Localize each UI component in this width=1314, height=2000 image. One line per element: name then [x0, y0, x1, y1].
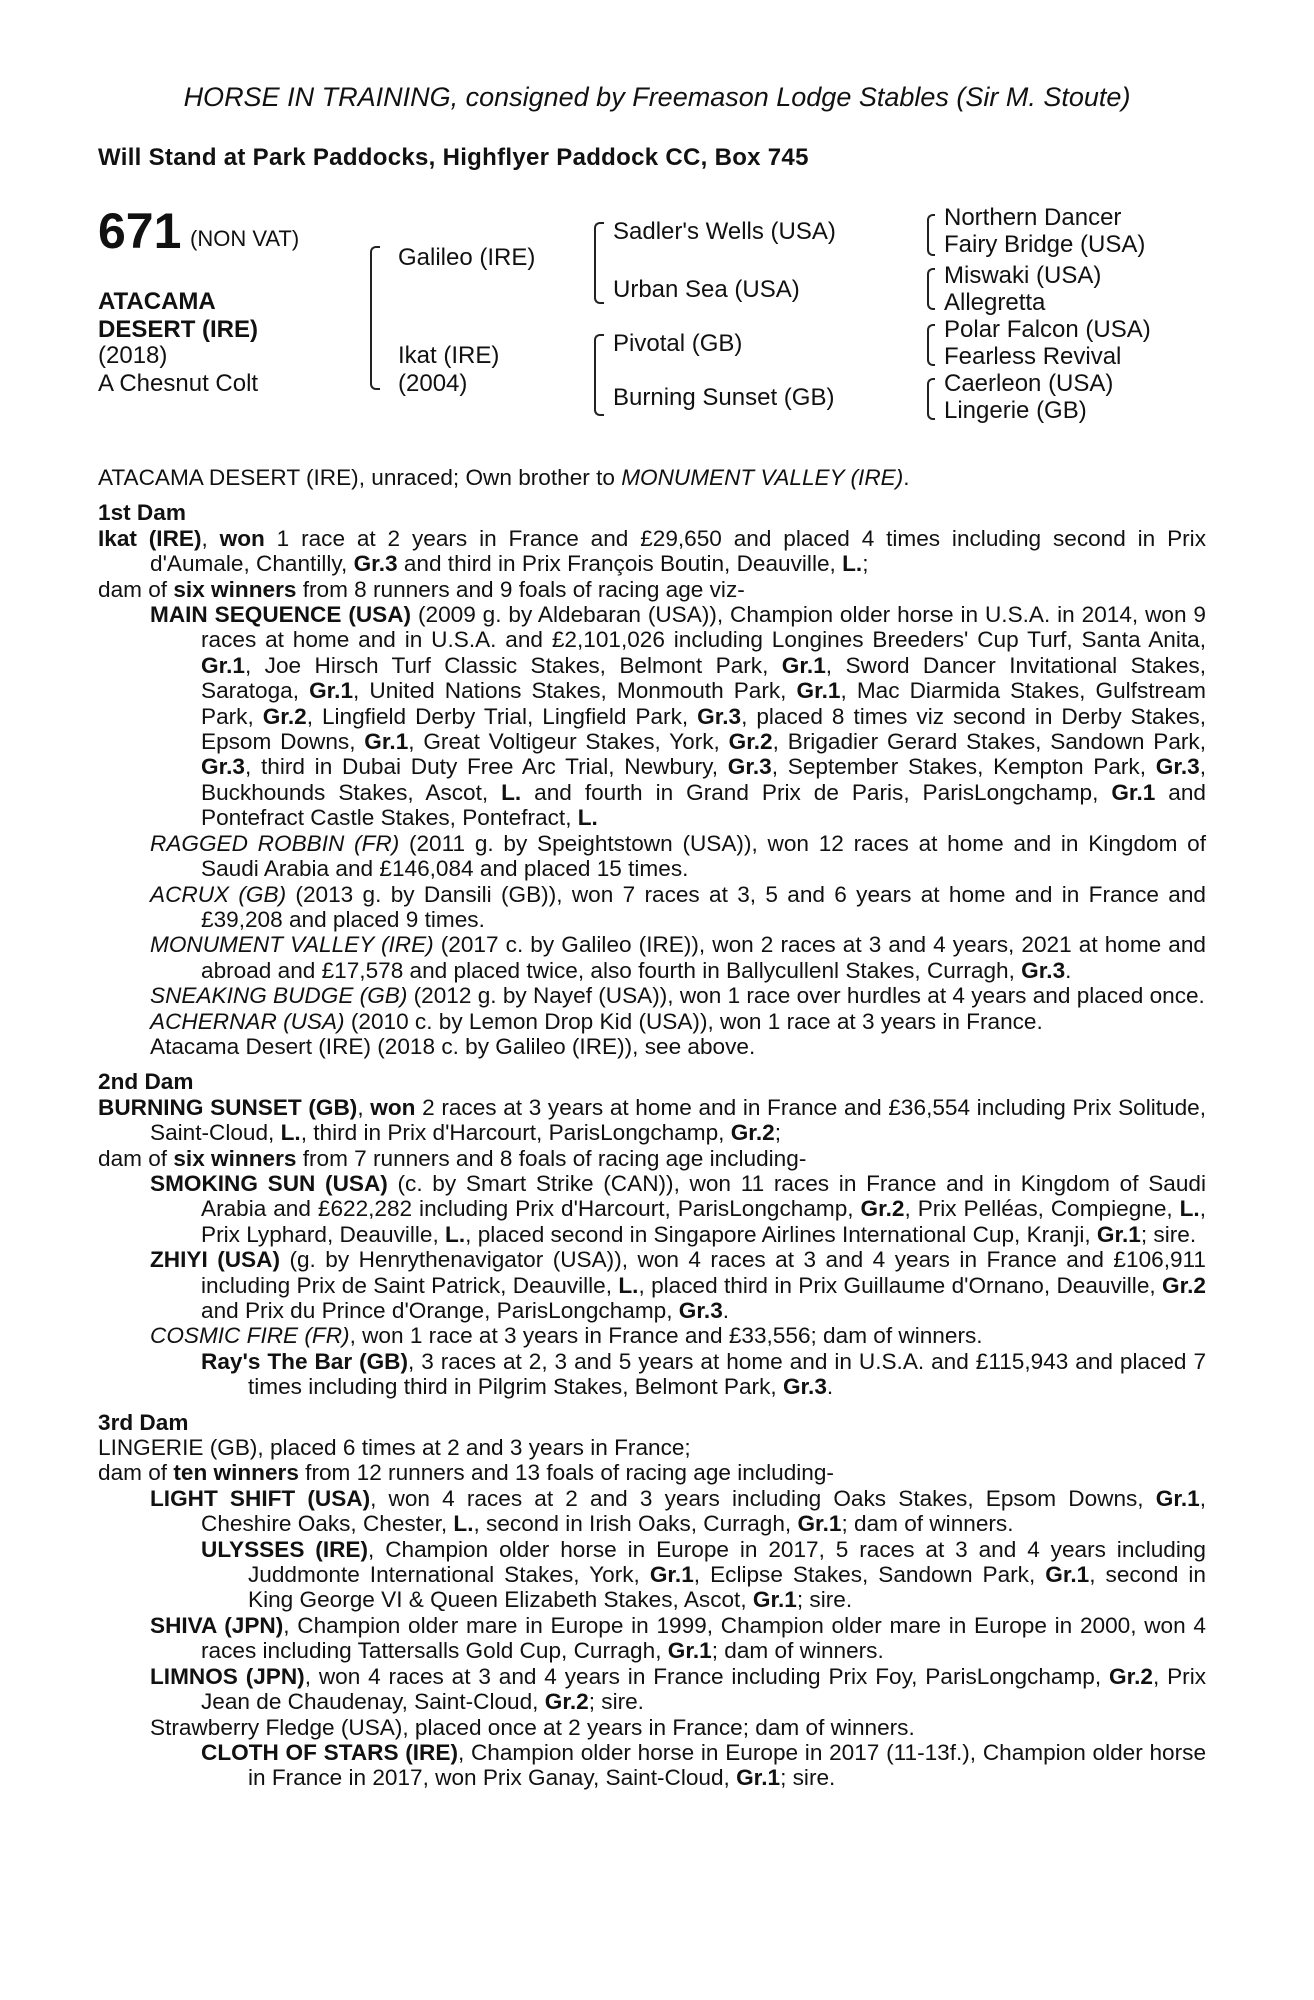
pedigree-g6: Fearless Revival: [944, 343, 1122, 370]
pedigree-dam-year: (2004): [398, 370, 468, 397]
produce-zhiyi: ZHIYI (USA) (g. by Henrythenavigator (USA)), won 4 races at 3 and 4 years in France and £106,911 including Prix de Saint Patrick, Deauville, L., placed third in Prix Guillaume d'Ornano, Deauville, Gr.2 and Prix du Prince d'Orange, ParisLongchamp, Gr.3.: [150, 1247, 1206, 1323]
second-dam-produce-summary: dam of six winners from 7 runners and 8 foals of racing age including-: [98, 1145, 807, 1171]
first-dam-heading: 1st Dam: [98, 500, 186, 526]
produce-limnos: LIMNOS (JPN), won 4 races at 3 and 4 years in France including Prix Foy, ParisLongchamp, Gr.2, Prix Jean de Chaudenay, Saint-Cloud, Gr.2; sire.: [150, 1663, 1207, 1715]
pedigree-dam: Ikat (IRE): [398, 342, 500, 369]
vat-status: (NON VAT): [190, 226, 300, 251]
produce-acrux: ACRUX (GB) (2013 g. by Dansili (GB)), won 7 races at 3, 5 and 6 years at home and in France and £39,208 and placed 9 times.: [150, 881, 1207, 932]
pedigree-dam-dam: Burning Sunset (GB): [613, 384, 835, 411]
pedigree-brace-dam: [594, 334, 604, 416]
pedigree-g4: Allegretta: [944, 289, 1046, 316]
third-dam-summary: LINGERIE (GB), placed 6 times at 2 and 3 years in France;: [98, 1435, 691, 1461]
pedigree-g8: Lingerie (GB): [944, 397, 1087, 424]
catalogue-header: HORSE IN TRAINING, consigned by Freemason Lodge Stables (Sir M. Stoute): [183, 82, 1131, 112]
produce-atacama-desert: Atacama Desert (IRE) (2018 c. by Galileo (IRE)), see above.: [150, 1033, 756, 1059]
produce-light-shift: LIGHT SHIFT (USA), won 4 races at 2 and 3 years including Oaks Stakes, Epsom Downs, Gr.1, Cheshire Oaks, Chester, L., second in Irish Oaks, Curragh, Gr.1; dam of winners.: [150, 1485, 1206, 1537]
horse-description: A Chesnut Colt: [98, 370, 259, 397]
second-dam-heading: 2nd Dam: [98, 1069, 194, 1095]
produce-cloth-of-stars: CLOTH OF STARS (IRE), Champion older horse in Europe in 2017 (11-13f.), Champion older horse in France in 2017, won Prix Ganay, Saint-Cloud, Gr.1; sire.: [201, 1739, 1207, 1791]
pedigree-brace-sire-dam: [370, 246, 380, 390]
pedigree-g7: Caerleon (USA): [944, 370, 1114, 397]
produce-smoking-sun: SMOKING SUN (USA) (c. by Smart Strike (CAN)), won 11 races in France and in Kingdom of Saudi Arabia and £622,282 including Prix d'Harcourt, ParisLongchamp, Gr.2, Prix Pelléas, Compiegne, L., Prix Lyphard, Deauville, L., placed second in Singapore Airlines International Cup, Kranji, Gr.1; sire.: [150, 1170, 1206, 1247]
produce-monument-valley: MONUMENT VALLEY (IRE) (2017 c. by Galileo (IRE)), won 2 races at 3 and 4 years, 2021 at home and abroad and £17,578 and placed twice, also fourth in Ballycullenl Stakes, Curragh, Gr.3.: [150, 932, 1207, 983]
lot-number: 671: [98, 203, 182, 259]
intro-line: ATACAMA DESERT (IRE), unraced; Own brother to MONUMENT VALLEY (IRE).: [98, 465, 910, 490]
pedigree-sire: Galileo (IRE): [398, 244, 536, 271]
pedigree-brace-g56: [927, 324, 935, 366]
horse-year: (2018): [98, 342, 168, 369]
pedigree-g5: Polar Falcon (USA): [944, 316, 1151, 343]
produce-cosmic-fire: COSMIC FIRE (FR), won 1 race at 3 years in France and £33,556; dam of winners.: [150, 1323, 983, 1349]
pedigree-brace-g78: [927, 378, 935, 420]
pedigree-dam-sire: Pivotal (GB): [613, 330, 743, 357]
produce-achernar: ACHERNAR (USA) (2010 c. by Lemon Drop Kid (USA)), won 1 race at 3 years in France.: [150, 1008, 1043, 1034]
second-dam-summary: BURNING SUNSET (GB), won 2 races at 3 years at home and in France and £36,554 including Prix Solitude, Saint-Cloud, L., third in Prix d'Harcourt, ParisLongchamp, Gr.2;: [98, 1094, 1207, 1146]
produce-rays-the-bar: Ray's The Bar (GB), 3 races at 2, 3 and 5 years at home and in U.S.A. and £115,943 and placed 7 times including third in Pilgrim Stakes, Belmont Park, Gr.3.: [201, 1348, 1207, 1400]
pedigree-g2: Fairy Bridge (USA): [944, 231, 1146, 258]
third-dam-heading: 3rd Dam: [98, 1409, 189, 1435]
pedigree-brace-g34: [927, 268, 935, 310]
first-dam-summary: Ikat (IRE), won 1 race at 2 years in France and £29,650 and placed 4 times including second in Prix d'Aumale, Chantilly, Gr.3 and third in Prix François Boutin, Deauville, L.;: [98, 525, 1207, 577]
produce-ragged-robbin: RAGGED ROBBIN (FR) (2011 g. by Speightstown (USA)), won 12 races at home and in Kingdom of Saudi Arabia and £146,084 and placed 15 times.: [150, 830, 1207, 882]
pedigree-g1: Northern Dancer: [944, 204, 1122, 231]
first-dam-produce-summary: dam of six winners from 8 runners and 9 foals of racing age viz-: [98, 576, 745, 602]
horse-name-line1: ATACAMA: [98, 288, 216, 315]
produce-main-sequence: MAIN SEQUENCE (USA) (2009 g. by Aldebaran (USA)), Champion older horse in U.S.A. in 2014, won 9 races at home and in U.S.A. and £2,101,026 including Longines Breeders' Cup Turf, Santa Anita, Gr.1, Joe Hirsch Turf Classic Stakes, Belmont Park, Gr.1, Sword Dancer Invitational Stakes, Saratoga, Gr.1, United Nations Stakes, Monmouth Park, Gr.1, Mac Diarmida Stakes, Gulfstream Park, Gr.2, Lingfield Derby Trial, Lingfield Park, Gr.3, placed 8 times viz second in Derby Stakes, Epsom Downs, Gr.1, Great Voltigeur Stakes, York, Gr.2, Brigadier Gerard Stakes, Sandown Park, Gr.3, third in Dubai Duty Free Arc Trial, Newbury, Gr.3, September Stakes, Kempton Park, Gr.3, Buckhounds Stakes, Ascot, L. and fourth in Grand Prix de Paris, ParisLongchamp, Gr.1 and Pontefract Castle Stakes, Pontefract, L.: [150, 602, 1207, 831]
pedigree-brace-sire: [594, 222, 604, 304]
produce-ulysses: ULYSSES (IRE), Champion older horse in Europe in 2017, 5 races at 3 and 4 years including Juddmonte International Stakes, York, Gr.1, Eclipse Stakes, Sandown Park, Gr.1, second in King George VI & Queen Elizabeth Stakes, Ascot, Gr.1; sire.: [201, 1536, 1207, 1613]
pedigree-brace-g12: [927, 214, 935, 256]
stand-location: Will Stand at Park Paddocks, Highflyer Paddock CC, Box 745: [98, 144, 809, 171]
pedigree-sire-dam: Urban Sea (USA): [613, 276, 800, 303]
catalogue-body: [98, 465, 1206, 1791]
horse-name-line2: DESERT (IRE): [98, 316, 259, 343]
produce-shiva: SHIVA (JPN), Champion older mare in Europe in 1999, Champion older mare in Europe in 2000, won 4 races including Tattersalls Gold Cup, Curragh, Gr.1; dam of winners.: [150, 1612, 1206, 1664]
third-dam-produce-summary: dam of ten winners from 12 runners and 13 foals of racing age including-: [98, 1460, 834, 1486]
pedigree-sire-sire: Sadler's Wells (USA): [613, 218, 836, 245]
produce-sneaking-budge: SNEAKING BUDGE (GB) (2012 g. by Nayef (USA)), won 1 race over hurdles at 4 years and placed once.: [150, 983, 1205, 1009]
produce-strawberry-fledge: Strawberry Fledge (USA), placed once at 2 years in France; dam of winners.: [150, 1714, 915, 1740]
pedigree-g3: Miswaki (USA): [944, 262, 1102, 289]
